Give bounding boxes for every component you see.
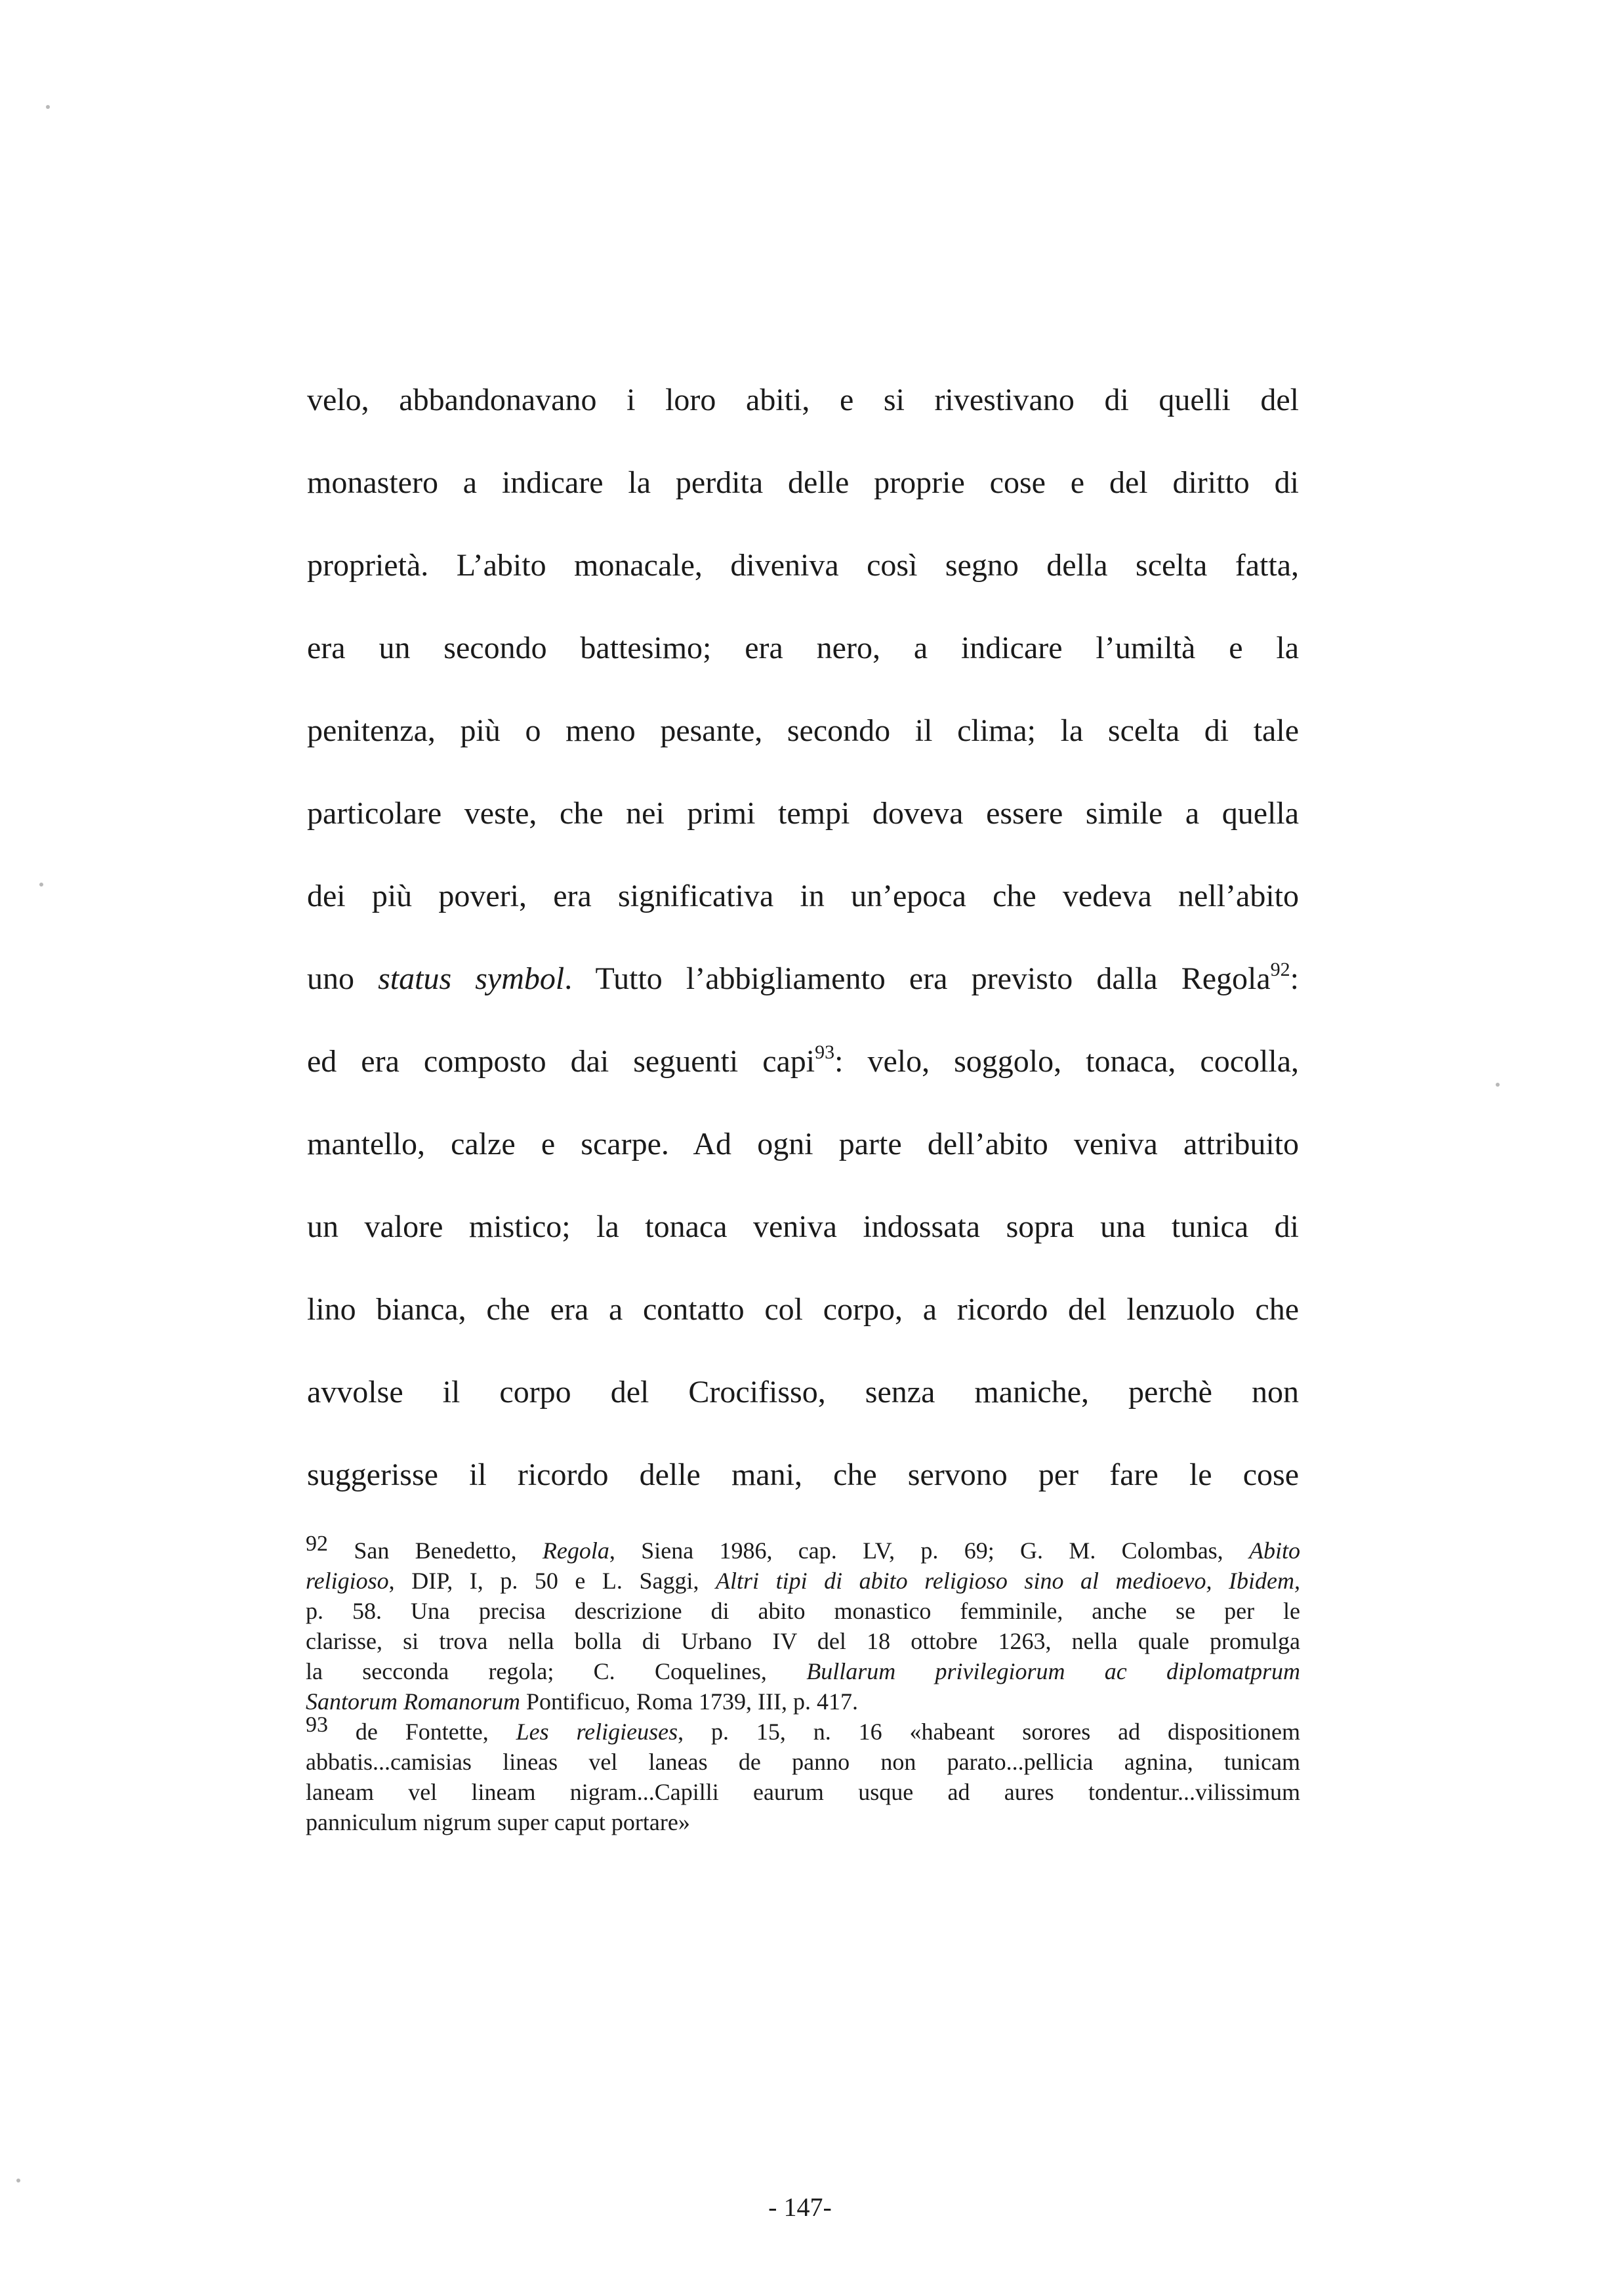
scan-speck [1496,1083,1500,1087]
footnote-93-line: laneam vel lineam nigram...Capilli eaurum usque ad aures tondentur...vilissimum [306,1779,1300,1805]
footnote-ref-92[interactable]: 92 [1270,959,1290,980]
body-line: dei più poveri, era significativa in un’epoca che vedeva nell’abito [307,879,1299,913]
footnotes [306,1532,1301,1837]
body-line: avvolse il corpo del Crocifisso, senza maniche, perchè non [307,1375,1299,1409]
footnote-ref-93[interactable]: 93 [815,1041,835,1063]
footnote-93-line: abbatis...camisias lineas vel laneas de panno non parato...pellicia agnina, tunicam [306,1749,1300,1775]
body-line: un valore mistico; la tonaca veniva indossata sopra una tunica di [307,1209,1299,1244]
scan-speck [16,2179,20,2182]
page-number: - 147- [768,2192,832,2222]
body-line: proprietà. L’abito monacale, diveniva così segno della scelta fatta, [307,548,1299,583]
scan-speck [46,105,50,109]
footnote-92-line: la secconda regola; C. Coquelines, Bullarum privilegiorum ac diplomatprum [306,1658,1300,1684]
body-line: monastero a indicare la perdita delle proprie cose e del diritto di [307,465,1299,500]
body-line: ed era composto dai seguenti capi$^{93}$: velo, soggolo, tonaca, cocolla, [307,1041,1299,1079]
body-line: penitenza, più o meno pesante, secondo il clima; la scelta di tale [307,713,1299,748]
body-line: velo, abbandonavano i loro abiti, e si rivestivano di quelli del [307,383,1299,417]
body-line: suggerisse il ricordo delle mani, che servono per fare le cose [307,1457,1299,1492]
footnote-92-line: religioso, DIP, I, p. 50 e L. Saggi, Altri tipi di abito religioso sino al medioevo, Ibidem, [306,1568,1300,1594]
footnote-92-line: p. 58. Una precisa descrizione di abito monastico femminile, anche se per le [306,1598,1300,1624]
body-line: mantello, calze e scarpe. Ad ogni parte dell’abito veniva attribuito [307,1127,1299,1161]
body-line: uno status symbol. Tutto l’abbigliamento era previsto dalla Regola$^{92}$: [307,959,1300,996]
body-line: era un secondo battesimo; era nero, a indicare l’umiltà e la [307,631,1299,665]
scan-speck [39,883,43,887]
footnote-number: 92 [306,1532,328,1556]
footnote-number: 93 [306,1713,328,1737]
footnote-93-line: panniculum nigrum super caput portare» [306,1809,690,1835]
body-line: particolare veste, che nei primi tempi doveva essere simile a quella [307,796,1299,831]
body-text [307,381,1299,1538]
body-line: lino bianca, che era a contatto col corpo, a ricordo del lenzuolo che [307,1292,1299,1327]
footnote-92-line: clarisse, si trova nella bolla di Urbano IV del 18 ottobre 1263, nella quale promulga [306,1628,1300,1654]
footnote-92-line: Santorum Romanorum Pontificuo, Roma 1739, III, p. 417. [306,1688,858,1715]
footnote-93-line: 93 de Fontette, Les religieuses, p. 15, n. 16 «habeant sorores ad dispositionem [306,1713,1301,1745]
footnote-92-line: 92 San Benedetto, Regola, Siena 1986, cap. LV, p. 69; G. M. Colombas, Abito [306,1532,1300,1564]
italic-term: status symbol [378,961,565,996]
